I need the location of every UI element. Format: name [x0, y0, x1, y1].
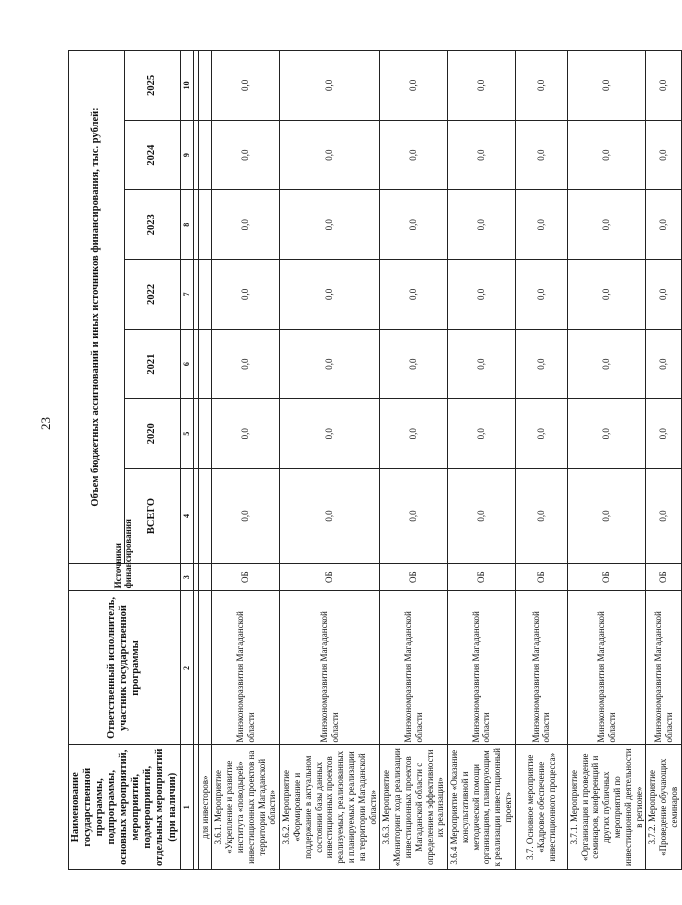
row-value: 0,0: [515, 51, 567, 121]
row-value: 0,0: [646, 51, 681, 121]
row-value: 0,0: [212, 120, 280, 190]
intro-row: [198, 51, 212, 870]
row-value: 0,0: [448, 329, 516, 399]
index-row: [180, 51, 193, 870]
row-source: ОБ: [212, 563, 280, 590]
index-cell: 10: [180, 51, 193, 121]
index-cell: 6: [180, 329, 193, 399]
row-value: 0,0: [280, 260, 380, 330]
row-value: 0,0: [380, 469, 448, 564]
row-value: 0,0: [280, 329, 380, 399]
row-value: 0,0: [567, 190, 646, 260]
table-row: [646, 51, 681, 870]
header-responsible: Ответственный исполнитель, участник государственной программы: [69, 591, 181, 745]
row-value: 0,0: [212, 190, 280, 260]
row-value: 0,0: [380, 329, 448, 399]
row-value: 0,0: [515, 399, 567, 469]
row-value: 0,0: [515, 329, 567, 399]
row-value: 0,0: [567, 260, 646, 330]
row-value: 0,0: [567, 469, 646, 564]
index-cell: 5: [180, 399, 193, 469]
row-value: 0,0: [448, 190, 516, 260]
row-value: 0,0: [515, 120, 567, 190]
row-value: 0,0: [280, 190, 380, 260]
row-value: 0,0: [646, 120, 681, 190]
index-cell: 9: [180, 120, 193, 190]
row-responsible: Минэкономразвития Магаданской области: [646, 591, 681, 745]
row-value: 0,0: [646, 399, 681, 469]
row-responsible: Минэкономразвития Магаданской области: [448, 591, 516, 745]
row-value: 0,0: [380, 120, 448, 190]
row-value: 0,0: [646, 190, 681, 260]
row-value: 0,0: [646, 469, 681, 564]
row-responsible: Минэкономразвития Магаданской области: [380, 591, 448, 745]
row-value: 0,0: [212, 329, 280, 399]
row-value: 0,0: [448, 51, 516, 121]
row-value: 0,0: [448, 260, 516, 330]
row-value: 0,0: [212, 399, 280, 469]
header-name: Наименование государственной программы, подпрограммы, основных мероприятий, мероприятий, подмероприятий, отдельных мероприятий (при наличии): [69, 745, 181, 870]
row-value: 0,0: [280, 469, 380, 564]
index-cell: 3: [180, 563, 193, 590]
header-year: 2022: [124, 260, 180, 330]
row-value: 0,0: [646, 260, 681, 330]
row-name: 3.6.1. Мероприятие «Укрепление и развитие института «поводырей» инвестиционных проектов на территории Магаданской области»: [212, 745, 280, 870]
row-value: 0,0: [280, 51, 380, 121]
row-source: ОБ: [448, 563, 516, 590]
row-value: 0,0: [380, 399, 448, 469]
table-row: [212, 51, 280, 870]
row-value: 0,0: [380, 190, 448, 260]
row-value: 0,0: [280, 120, 380, 190]
row-responsible: Минэкономразвития Магаданской области: [515, 591, 567, 745]
row-name: 3.6.4 Мероприятие «Оказание консультативной и методической помощи организациям, планирующим к реализации инвестиционный проект»: [448, 745, 516, 870]
table-row: [380, 51, 448, 870]
row-value: 0,0: [515, 190, 567, 260]
index-cell: 1: [180, 745, 193, 870]
row-value: 0,0: [448, 469, 516, 564]
row-responsible: Минэкономразвития Магаданской области: [567, 591, 646, 745]
row-value: 0,0: [212, 469, 280, 564]
row-name: 3.6.3. Мероприятие «Мониторинг хода реализации инвестиционных проектов Магаданской области с определением эффективности их реализации»: [380, 745, 448, 870]
header-year: 2025: [124, 51, 180, 121]
row-name: 3.7.1. Мероприятие «Организация и проведение семинаров, конференций и других публичных мероприятий по инвестиционной деятельности в регионе»: [567, 745, 646, 870]
row-source: ОБ: [380, 563, 448, 590]
financing-table: [68, 50, 682, 870]
header-year: 2021: [124, 329, 180, 399]
row-value: 0,0: [280, 399, 380, 469]
row-value: 0,0: [567, 399, 646, 469]
row-value: 0,0: [212, 51, 280, 121]
row-responsible: Минэкономразвития Магаданской области: [280, 591, 380, 745]
row-value: 0,0: [380, 260, 448, 330]
header-year: 2023: [124, 190, 180, 260]
index-cell: 2: [180, 591, 193, 745]
row-value: 0,0: [515, 260, 567, 330]
row-source: ОБ: [567, 563, 646, 590]
row-source: ОБ: [646, 563, 681, 590]
row-value: 0,0: [448, 399, 516, 469]
row-value: 0,0: [380, 51, 448, 121]
index-cell: 4: [180, 469, 193, 564]
row-value: 0,0: [646, 329, 681, 399]
row-source: ОБ: [280, 563, 380, 590]
row-value: 0,0: [567, 120, 646, 190]
table-row: [448, 51, 516, 870]
row-value: 0,0: [567, 329, 646, 399]
row-responsible: Минэкономразвития Магаданской области: [212, 591, 280, 745]
row-name: 3.7. Основное мероприятие «Кадровое обеспечение инвестиционного процесса»: [515, 745, 567, 870]
row-name: 3.7.2. Мероприятие «Проведение обучающих семинаров: [646, 745, 681, 870]
row-value: 0,0: [448, 120, 516, 190]
table-row: [280, 51, 380, 870]
intro-text: для инвесторов»: [198, 745, 212, 870]
row-value: 0,0: [212, 260, 280, 330]
header-year: 2024: [124, 120, 180, 190]
header-source: Источники финансирования: [69, 563, 181, 590]
rotated-table-container: [68, 50, 680, 870]
table-row: [567, 51, 646, 870]
header-volume: Объем бюджетных ассигнований и иных источников финансирования, тыс. рублей:: [69, 51, 125, 564]
row-source: ОБ: [515, 563, 567, 590]
page-number: 23: [38, 417, 53, 430]
row-name: 3.6.2. Мероприятие «Формирование и поддержание в актуальном состоянии базы данных инвестиционных проектов реализуемых, реализованных и планируемых к реализации на территории Магаданской области»: [280, 745, 380, 870]
header-year: 2020: [124, 399, 180, 469]
row-value: 0,0: [515, 469, 567, 564]
header-total: ВСЕГО: [124, 469, 180, 564]
row-value: 0,0: [567, 51, 646, 121]
index-cell: 8: [180, 190, 193, 260]
table-row: [515, 51, 567, 870]
index-cell: 7: [180, 260, 193, 330]
